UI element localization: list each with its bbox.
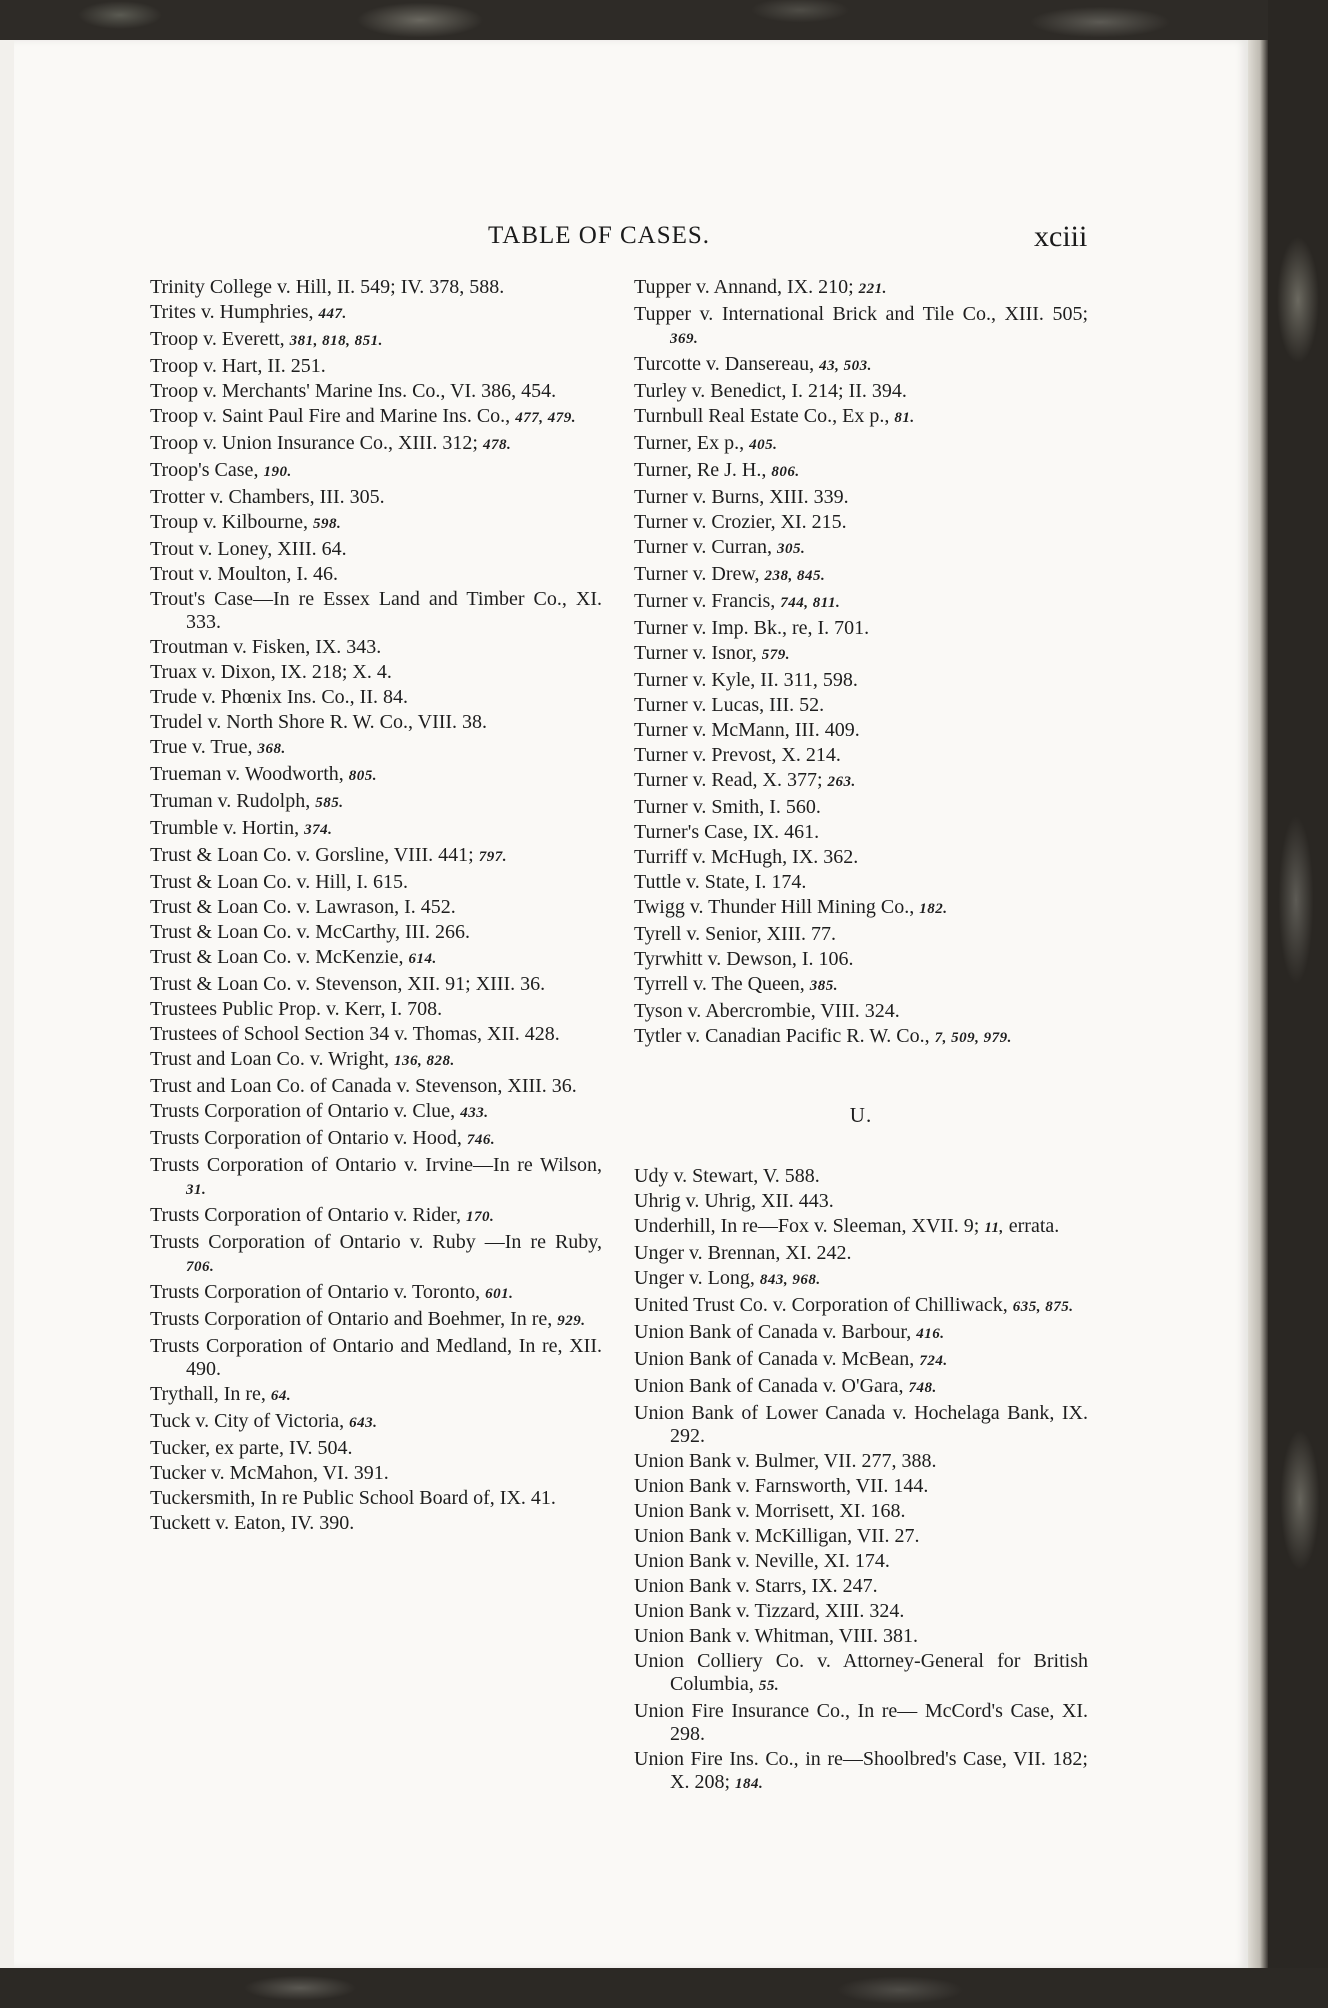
case-entry — [634, 405, 1088, 430]
case-entry — [150, 301, 602, 326]
page-reference: 64. — [270, 1388, 292, 1404]
page-reference: 238, 845. — [764, 568, 826, 584]
case-entry — [634, 353, 1088, 378]
t-entries — [634, 276, 1088, 1050]
case-citation: United Trust Co. v. Corporation of Chilliwack, — [634, 1294, 1008, 1316]
case-entry — [150, 736, 602, 761]
case-citation: Trust & Loan Co. v. McCarthy, III. 266. — [150, 921, 470, 943]
facing-page-edge — [0, 40, 14, 1968]
case-entry — [150, 871, 602, 894]
case-entry — [150, 1281, 602, 1306]
case-citation: Tucker, ex parte, IV. 504. — [150, 1437, 353, 1459]
case-citation: Tuck v. City of Victoria, — [150, 1410, 345, 1432]
page-reference: 416. — [916, 1326, 945, 1342]
case-citation: Turner v. Lucas, III. 52. — [634, 694, 825, 716]
case-entry — [634, 871, 1088, 894]
case-entry — [150, 790, 602, 815]
case-citation: Uhrig v. Uhrig, XII. 443. — [634, 1190, 834, 1212]
case-entry — [150, 459, 602, 484]
case-citation: Union Bank v. Whitman, VIII. 381. — [634, 1625, 919, 1647]
case-citation: Turner's Case, IX. 461. — [634, 821, 820, 843]
page-reference: 806. — [771, 464, 800, 480]
case-entry — [150, 1075, 602, 1098]
case-citation: Udy v. Stewart, V. 588. — [634, 1165, 820, 1187]
case-entry — [634, 303, 1088, 351]
case-citation: Trustees Public Prop. v. Kerr, I. 708. — [150, 998, 443, 1020]
case-entry — [150, 636, 602, 659]
case-entry — [634, 1475, 1088, 1498]
case-entry — [634, 669, 1088, 692]
case-citation: Truax v. Dixon, IX. 218; X. 4. — [150, 661, 392, 683]
page-reference: 805. — [348, 768, 378, 784]
case-citation: Troop v. Saint Paul Fire and Marine Ins. Co., — [150, 405, 511, 427]
case-entry — [150, 380, 602, 403]
case-entry — [634, 511, 1088, 534]
running-head: TABLE OF CASES. — [488, 222, 711, 249]
case-citation: Trinity College v. Hill, II. 549; IV. 378, 588. — [150, 276, 505, 298]
case-entry — [150, 921, 602, 944]
case-citation: Trusts Corporation of Ontario v. Irvine—In re Wilson, — [150, 1154, 602, 1176]
case-citation: Trude v. Phœnix Ins. Co., II. 84. — [150, 686, 408, 708]
case-citation: Underhill, In re—Fox v. Sleeman, XVII. 9; — [634, 1215, 980, 1237]
page-reference: 478. — [482, 437, 512, 453]
case-entry — [634, 1500, 1088, 1523]
case-entry — [634, 1267, 1088, 1292]
page-reference: 929. — [557, 1313, 586, 1329]
case-citation: Trust & Loan Co. v. Stevenson, XII. 91; XIII. 36. — [150, 973, 546, 995]
case-citation: Union Fire Ins. Co., in re—Shoolbred's Case, VII. 182; X. 208; — [634, 1748, 1088, 1793]
page-reference: 31. — [186, 1182, 207, 1198]
case-citation: Union Bank v. Farnsworth, VII. 144. — [634, 1475, 929, 1497]
case-citation: Trythall, In re, — [150, 1383, 266, 1405]
case-entry — [634, 1165, 1088, 1188]
case-citation: Troop v. Merchants' Marine Ins. Co., VI. 386, 454. — [150, 380, 557, 402]
case-entry — [634, 1000, 1088, 1023]
case-entry — [150, 538, 602, 561]
page-reference: 724. — [919, 1353, 948, 1369]
case-citation: Union Bank v. Tizzard, XIII. 324. — [634, 1600, 905, 1622]
page-reference: 81. — [894, 410, 915, 426]
case-citation: Trumble v. Hortin, — [150, 817, 300, 839]
case-citation: Trudel v. North Shore R. W. Co., VIII. 38. — [150, 711, 488, 733]
case-citation: Truman v. Rudolph, — [150, 790, 311, 812]
case-citation: Union Bank of Canada v. Barbour, — [634, 1321, 912, 1343]
case-entry — [150, 1437, 602, 1460]
case-citation: True v. True, — [150, 736, 253, 758]
case-entry — [150, 486, 602, 509]
case-citation: Union Bank of Lower Canada v. Hochelaga Bank, IX. 292. — [634, 1402, 1088, 1447]
case-citation: Turner v. Crozier, XI. 215. — [634, 511, 847, 533]
case-citation: Turner, Ex p., — [634, 432, 745, 454]
page-reference: 170. — [466, 1209, 495, 1225]
case-citation: Trustees of School Section 34 v. Thomas, XII. 428. — [150, 1023, 560, 1045]
marbled-endpaper-top — [0, 0, 1328, 40]
case-citation: Trusts Corporation of Ontario v. Toronto, — [150, 1281, 481, 1303]
case-entry — [634, 1294, 1088, 1319]
page-reference: 748. — [908, 1380, 937, 1396]
case-citation: Trust & Loan Co. v. Hill, I. 615. — [150, 871, 408, 893]
page-reference: 643. — [349, 1415, 378, 1431]
u-entries — [634, 1165, 1088, 1796]
page-reference: 190. — [263, 464, 292, 480]
case-citation: Turner v. Curran, — [634, 536, 772, 558]
case-citation: Troop v. Union Insurance Co., XIII. 312; — [150, 432, 478, 454]
page-reference: 579. — [761, 647, 790, 663]
page-number: xciii — [1034, 220, 1088, 253]
case-entry — [634, 1025, 1088, 1050]
case-citation: Trites v. Humphries, — [150, 301, 314, 323]
left-column — [150, 276, 602, 1537]
case-citation: Union Colliery Co. v. Attorney-General for British Columbia, — [634, 1650, 1088, 1695]
case-citation: Turner v. Read, X. 377; — [634, 769, 823, 791]
case-entry — [150, 1127, 602, 1152]
page-reference: 43, 503. — [819, 358, 872, 374]
case-citation: Union Bank v. McKilligan, VII. 27. — [634, 1525, 920, 1547]
case-citation: Union Bank of Canada v. O'Gara, — [634, 1375, 904, 1397]
case-citation: Turner v. Imp. Bk., re, I. 701. — [634, 617, 870, 639]
case-entry — [634, 536, 1088, 561]
case-entry — [634, 796, 1088, 819]
case-citation: Trusts Corporation of Ontario v. Rider, — [150, 1204, 462, 1226]
case-entry — [150, 1154, 602, 1202]
case-entry — [150, 511, 602, 536]
page-reference: 706. — [186, 1259, 215, 1275]
case-citation: Tupper v. International Brick and Tile Co., XIII. 505; — [634, 303, 1088, 325]
case-entry — [150, 1487, 602, 1510]
case-entry — [634, 590, 1088, 615]
case-citation: Trust and Loan Co. of Canada v. Stevenson, XIII. 36. — [150, 1075, 577, 1097]
case-entry — [634, 380, 1088, 403]
case-entry — [150, 1512, 602, 1535]
case-entry — [634, 1321, 1088, 1346]
page-reference: 635, 875. — [1012, 1299, 1074, 1315]
case-citation: Turley v. Benedict, I. 214; II. 394. — [634, 380, 907, 402]
case-citation: Turner v. Francis, — [634, 590, 776, 612]
page-reference: 746. — [466, 1132, 496, 1148]
case-entry — [634, 459, 1088, 484]
case-entry — [150, 1023, 602, 1046]
case-entry — [150, 844, 602, 869]
page-reference: 136, 828. — [394, 1053, 455, 1069]
case-entry — [634, 642, 1088, 667]
case-entry — [634, 1242, 1088, 1265]
case-citation: Union Fire Insurance Co., In re— McCord's Case, XI. 298. — [634, 1700, 1088, 1745]
case-entry — [634, 1525, 1088, 1548]
case-citation: Turcotte v. Dansereau, — [634, 353, 815, 375]
case-citation: Trout v. Loney, XIII. 64. — [150, 538, 347, 560]
case-entry — [634, 1600, 1088, 1623]
case-entry — [634, 846, 1088, 869]
page-reference: 433. — [460, 1105, 489, 1121]
case-citation: Trusts Corporation of Ontario v. Hood, — [150, 1127, 462, 1149]
page-reference: 601. — [485, 1286, 514, 1302]
case-entry — [150, 998, 602, 1021]
case-entry — [150, 946, 602, 971]
case-citation: Tyrell v. Senior, XIII. 77. — [634, 923, 837, 945]
case-entry — [634, 896, 1088, 921]
case-entry — [634, 1650, 1088, 1698]
page-reference: 447. — [318, 306, 347, 322]
page-reference: 405. — [749, 437, 778, 453]
case-entry — [634, 923, 1088, 946]
case-entry — [150, 1204, 602, 1229]
case-entry — [150, 588, 602, 634]
page-reference: 368. — [257, 741, 286, 757]
case-entry — [634, 769, 1088, 794]
case-entry — [634, 276, 1088, 301]
page-reference: 374. — [304, 822, 333, 838]
case-citation: Troop v. Hart, II. 251. — [150, 355, 326, 377]
case-entry — [150, 1048, 602, 1073]
page-reference: 369. — [670, 331, 699, 347]
case-entry — [634, 617, 1088, 640]
case-entry — [150, 1335, 602, 1381]
case-citation: Unger v. Brennan, XI. 242. — [634, 1242, 852, 1264]
case-entry — [150, 973, 602, 996]
case-citation: Troop v. Everett, — [150, 328, 285, 350]
case-entry — [150, 1100, 602, 1125]
case-entry — [150, 1462, 602, 1485]
case-entry — [634, 1375, 1088, 1400]
case-suffix: errata. — [1003, 1215, 1060, 1237]
case-citation: Troup v. Kilbourne, — [150, 511, 308, 533]
case-citation: Trust & Loan Co. v. Lawrason, I. 452. — [150, 896, 456, 918]
page-stack-edge — [1248, 40, 1268, 1968]
case-entry — [634, 744, 1088, 767]
case-entry — [634, 948, 1088, 971]
case-entry — [634, 694, 1088, 717]
case-citation: Tyrrell v. The Queen, — [634, 973, 805, 995]
case-citation: Union Bank v. Neville, XI. 174. — [634, 1550, 890, 1572]
case-entry — [150, 328, 602, 353]
case-citation: Turner v. McMann, III. 409. — [634, 719, 860, 741]
case-entry — [634, 432, 1088, 457]
case-citation: Trusts Corporation of Ontario and Boehmer, In re, — [150, 1308, 553, 1330]
case-entry — [150, 405, 602, 430]
page-reference: 598. — [312, 516, 342, 532]
page-reference: 263. — [827, 774, 856, 790]
case-entry — [634, 1348, 1088, 1373]
case-citation: Union Bank v. Morrisett, XI. 168. — [634, 1500, 906, 1522]
case-citation: Troutman v. Fisken, IX. 343. — [150, 636, 382, 658]
page-reference: 182. — [919, 901, 948, 917]
case-citation: Tyrwhitt v. Dewson, I. 106. — [634, 948, 854, 970]
page-reference: 477, 479. — [515, 410, 576, 426]
case-citation: Turnbull Real Estate Co., Ex p., — [634, 405, 890, 427]
case-entry — [150, 1231, 602, 1279]
case-citation: Tupper v. Annand, IX. 210; — [634, 276, 854, 298]
case-entry — [634, 486, 1088, 509]
case-citation: Union Bank of Canada v. McBean, — [634, 1348, 915, 1370]
case-entry — [634, 719, 1088, 742]
case-citation: Trout's Case—In re Essex Land and Timber Co., XI. 333. — [150, 588, 602, 633]
page-reference: 305. — [776, 541, 806, 557]
case-citation: Troop's Case, — [150, 459, 259, 481]
case-entry — [634, 1700, 1088, 1746]
case-citation: Trusts Corporation of Ontario v. Ruby —In re Ruby, — [150, 1231, 602, 1253]
page-reference: 744, 811. — [780, 595, 841, 611]
case-entry — [150, 711, 602, 734]
case-entry — [634, 973, 1088, 998]
case-citation: Trust & Loan Co. v. Gorsline, VIII. 441; — [150, 844, 474, 866]
right-column — [634, 276, 1088, 1798]
case-entry — [150, 563, 602, 586]
case-citation: Tuttle v. State, I. 174. — [634, 871, 807, 893]
case-citation: Tytler v. Canadian Pacific R. W. Co., — [634, 1025, 930, 1047]
case-entry — [634, 1748, 1088, 1796]
case-entry — [634, 563, 1088, 588]
case-entry — [150, 1383, 602, 1408]
case-citation: Turner v. Kyle, II. 311, 598. — [634, 669, 858, 691]
case-citation: Trotter v. Chambers, III. 305. — [150, 486, 385, 508]
case-entry — [634, 1575, 1088, 1598]
case-citation: Tuckett v. Eaton, IV. 390. — [150, 1512, 355, 1534]
case-citation: Trueman v. Woodworth, — [150, 763, 344, 785]
section-letter: U. — [849, 1103, 873, 1127]
case-citation: Union Bank v. Bulmer, VII. 277, 388. — [634, 1450, 937, 1472]
case-citation: Trust & Loan Co. v. McKenzie, — [150, 946, 404, 968]
page-reference: 385. — [809, 978, 839, 994]
case-citation: Trust and Loan Co. v. Wright, — [150, 1048, 390, 1070]
case-entry — [150, 1308, 602, 1333]
case-citation: Turner v. Isnor, — [634, 642, 757, 664]
page-reference: 614. — [408, 951, 437, 967]
case-citation: Twigg v. Thunder Hill Mining Co., — [634, 896, 915, 918]
case-citation: Turner v. Burns, XIII. 339. — [634, 486, 849, 508]
case-entry — [634, 821, 1088, 844]
case-entry — [634, 1190, 1088, 1213]
case-citation: Turriff v. McHugh, IX. 362. — [634, 846, 859, 868]
case-entry — [150, 817, 602, 842]
page-reference: 381, 818, 851. — [289, 333, 383, 349]
case-citation: Union Bank v. Starrs, IX. 247. — [634, 1575, 878, 1597]
case-entry — [150, 1410, 602, 1435]
case-entry — [150, 686, 602, 709]
case-entry — [150, 432, 602, 457]
case-citation: Unger v. Long, — [634, 1267, 755, 1289]
case-citation: Turner v. Prevost, X. 214. — [634, 744, 841, 766]
case-entry — [634, 1215, 1088, 1240]
case-entry — [150, 896, 602, 919]
case-citation: Tuckersmith, In re Public School Board of, IX. 41. — [150, 1487, 556, 1509]
page-reference: 585. — [315, 795, 344, 811]
case-citation: Turner v. Smith, I. 560. — [634, 796, 821, 818]
page-reference: 7, 509, 979. — [934, 1030, 1012, 1046]
case-citation: Turner, Re J. H., — [634, 459, 767, 481]
case-entry — [634, 1450, 1088, 1473]
case-citation: Tyson v. Abercrombie, VIII. 324. — [634, 1000, 900, 1022]
page-reference: 11, — [984, 1220, 1004, 1236]
page-reference: 797. — [478, 849, 507, 865]
page-reference: 221. — [858, 281, 887, 297]
case-entry — [634, 1625, 1088, 1648]
marbled-endpaper-bottom — [0, 1968, 1328, 2008]
case-entry — [634, 1550, 1088, 1573]
case-citation: Trout v. Moulton, I. 46. — [150, 563, 338, 585]
case-entry — [634, 1402, 1088, 1448]
case-citation: Turner v. Drew, — [634, 563, 760, 585]
page-reference: 55. — [758, 1678, 780, 1694]
case-entry — [150, 355, 602, 378]
case-entry — [150, 276, 602, 299]
case-citation: Tucker v. McMahon, VI. 391. — [150, 1462, 389, 1484]
page-reference: 184. — [735, 1776, 764, 1792]
page-reference: 843, 968. — [759, 1272, 821, 1288]
case-citation: Trusts Corporation of Ontario v. Clue, — [150, 1100, 456, 1122]
case-entry — [150, 661, 602, 684]
case-entry — [150, 763, 602, 788]
case-citation: Trusts Corporation of Ontario and Medland, In re, XII. 490. — [150, 1335, 602, 1380]
marbled-endpaper-right — [1268, 0, 1328, 2008]
